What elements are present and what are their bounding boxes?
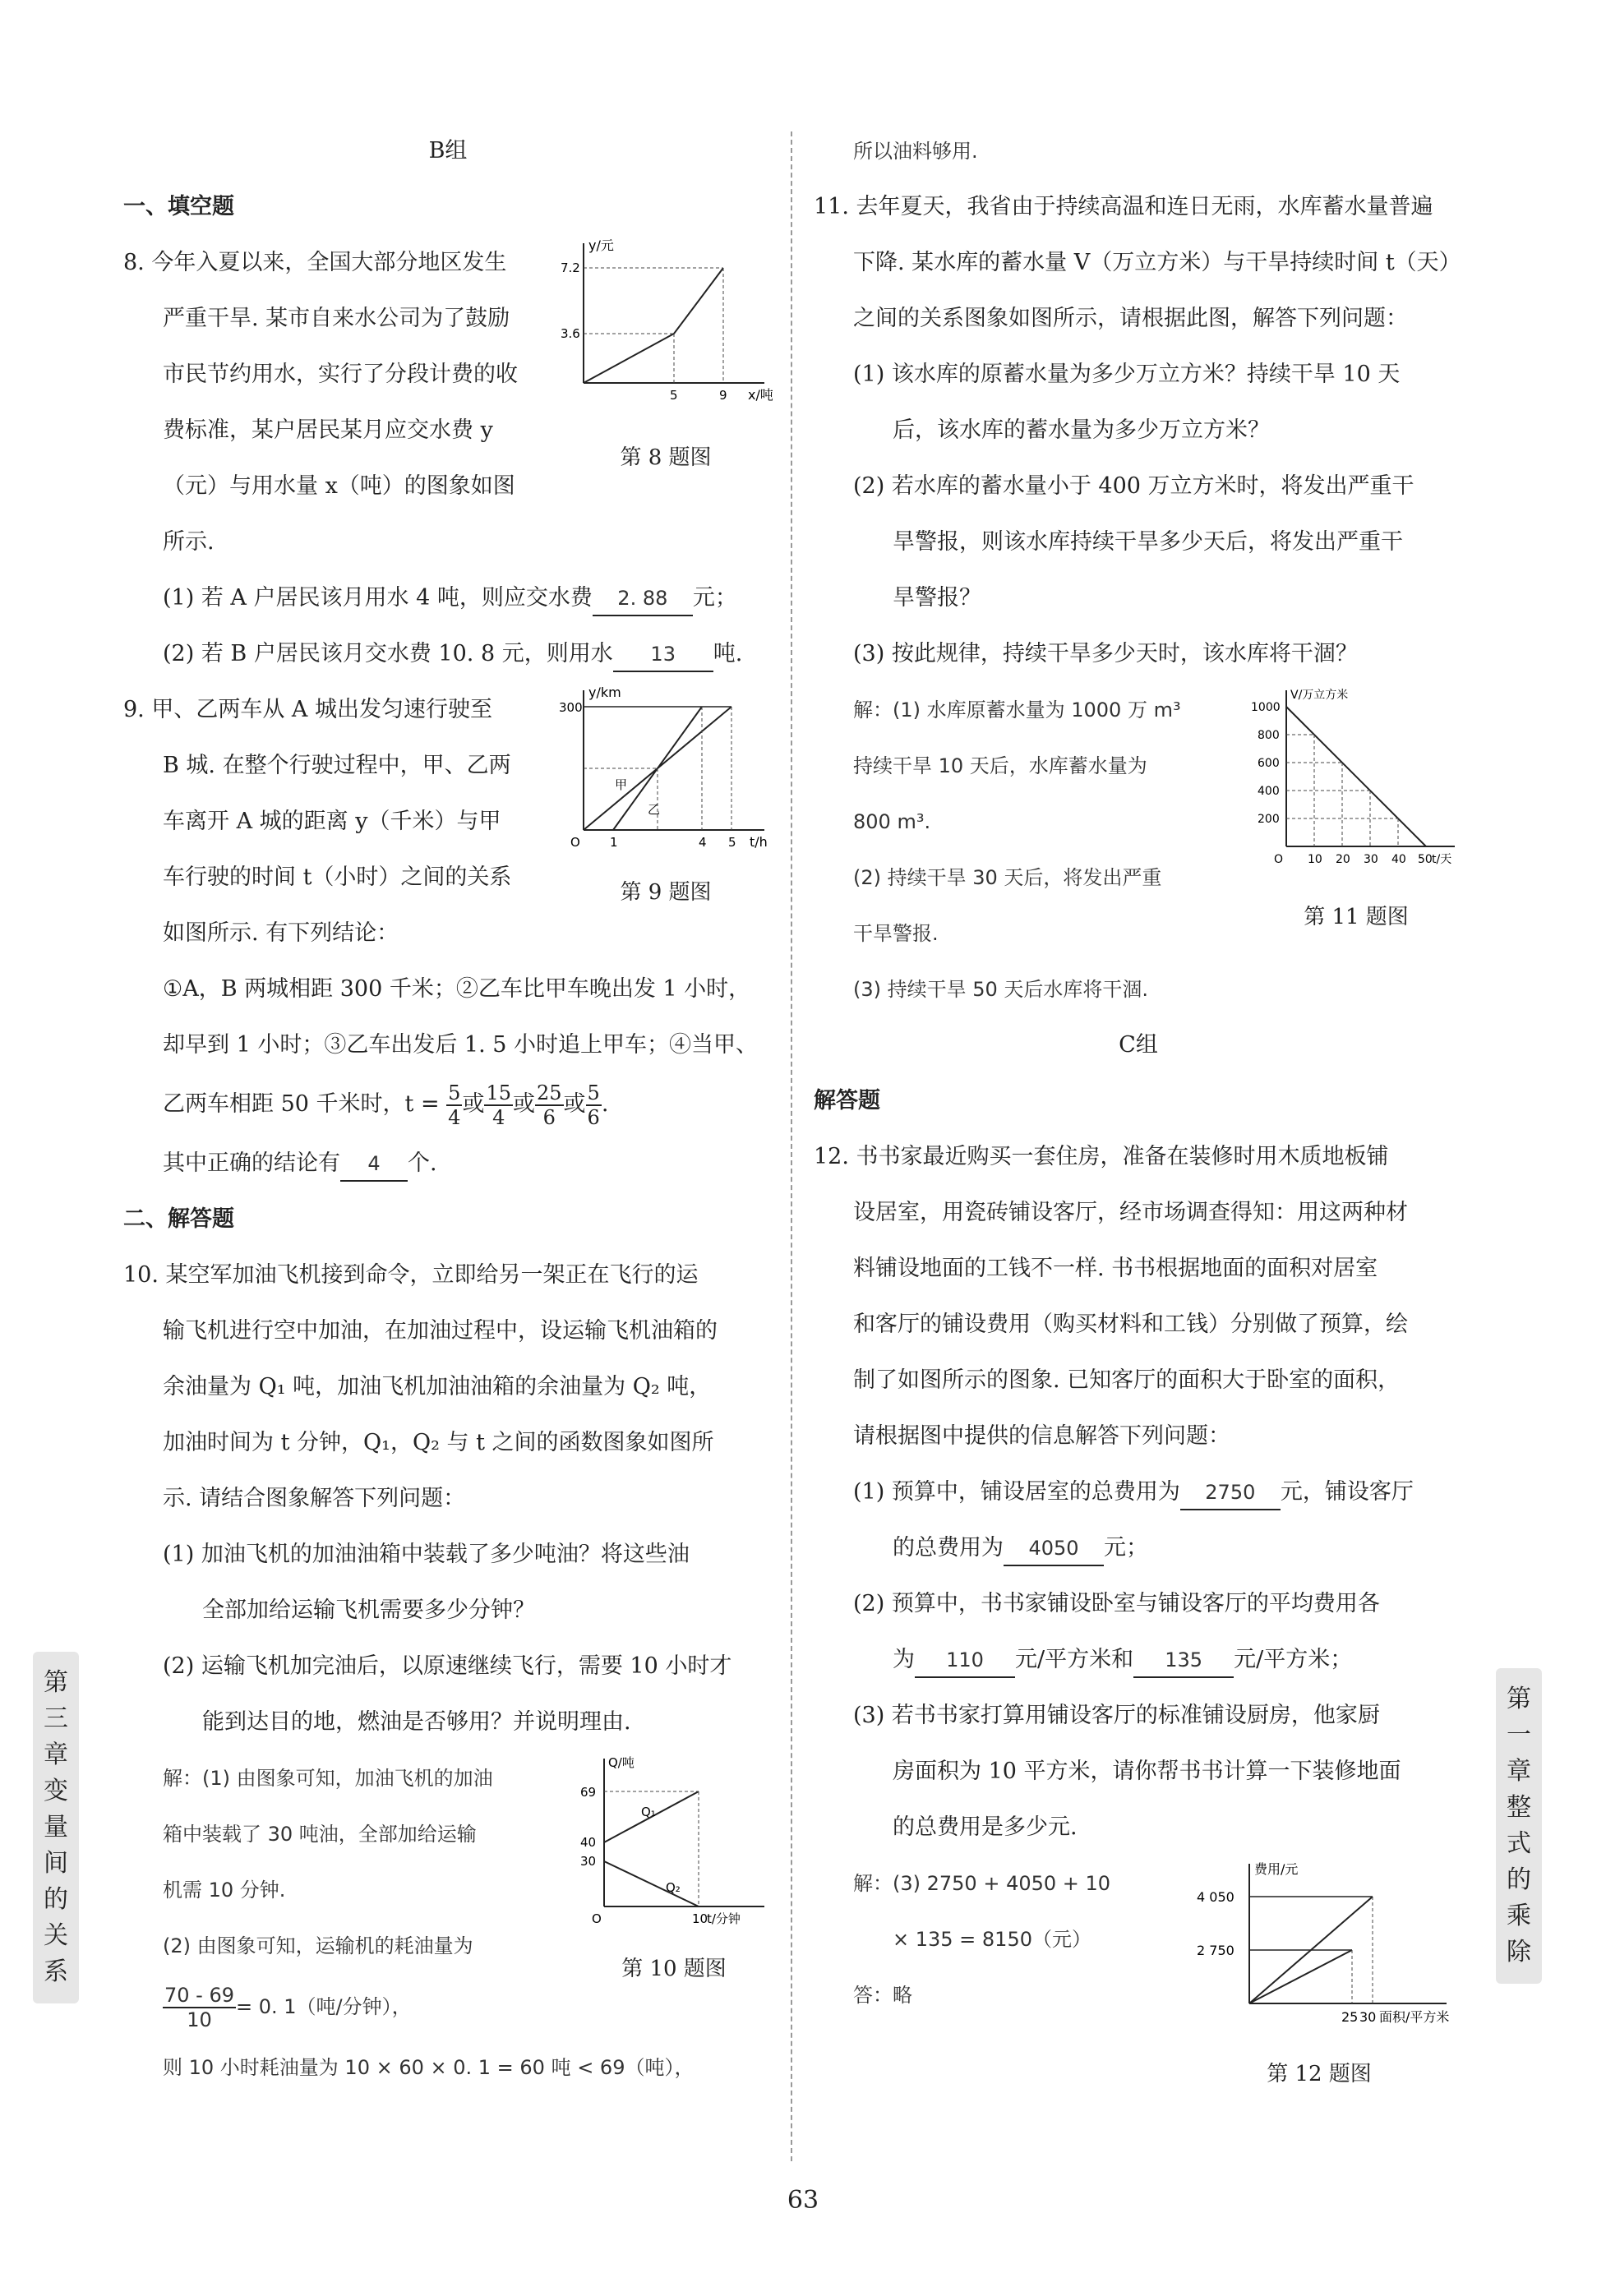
group-b-heading: B组 bbox=[428, 138, 468, 164]
fig11-xtick: 20 bbox=[1336, 853, 1350, 866]
q9-answer: 其中正确的结论有 4 个. bbox=[123, 1136, 773, 1192]
fraction: $\frac{5}{6}$ bbox=[587, 1081, 600, 1129]
fig9-y300: 300 bbox=[559, 700, 583, 715]
q12-line: 料铺设地面的工钱不一样. 书书根据地面的面积对居室 bbox=[853, 1256, 1378, 1281]
q9-conclusion: 乙两车相距 50 千米时，t = $\frac{5}{4}$ 或 $\frac{15}{4}$ 或 $\frac{25}{6}$ 或 $\frac{5}{6}$ . bbox=[163, 1081, 609, 1129]
group-c-heading: C组 bbox=[1119, 1032, 1158, 1058]
q11-part1: (1) 该水库的原蓄水量为多少万立方米？持续干旱 10 天 bbox=[853, 362, 1401, 387]
q11-solution: (3) 持续干旱 50 天后水库将干涸. bbox=[853, 978, 1149, 1001]
figure-8-graph bbox=[559, 235, 773, 420]
page-number: 63 bbox=[787, 2186, 819, 2215]
q10-solution: 解：(1) 由图象可知，加油飞机的加油 bbox=[163, 1767, 493, 1790]
fig10-q2: Q₂ bbox=[666, 1880, 681, 1895]
fig12-ylabel: 费用/元 bbox=[1254, 1861, 1299, 1877]
right-column bbox=[814, 123, 1463, 2091]
figure-10-graph bbox=[575, 1750, 773, 1931]
left-column bbox=[123, 123, 773, 2095]
fig8-y2: 7.2 bbox=[561, 260, 580, 275]
q8-line: 严重干旱. 某市自来水公司为了鼓励 bbox=[163, 306, 510, 331]
fig10-ylabel: Q/吨 bbox=[608, 1755, 635, 1770]
figure-11 bbox=[1249, 682, 1463, 934]
figure-12 bbox=[1184, 1856, 1455, 2091]
figure-11-caption: 第 11 题图 bbox=[1304, 905, 1409, 929]
question-12 bbox=[814, 1129, 1463, 2086]
q8-line: 费标准，某户居民某月应交水费 y bbox=[163, 417, 493, 443]
q12-solution: 解：(3) 2750 + 4050 + 10 bbox=[853, 1872, 1111, 1895]
fig11-ytick: 400 bbox=[1258, 785, 1280, 798]
chapter-tab-left: 第 三 章 变 量 间 的 关 系 bbox=[33, 1652, 79, 2003]
q11-solution: 持续干旱 10 天后，水库蓄水量为 bbox=[853, 754, 1147, 777]
fig12-x1: 25 bbox=[1341, 2009, 1359, 2025]
figure-10-caption: 第 10 题图 bbox=[621, 1957, 727, 1981]
fig10-origin: O bbox=[592, 1911, 602, 1926]
figure-12-graph bbox=[1184, 1856, 1455, 2036]
q11-solution: 800 m³. bbox=[853, 810, 931, 833]
q9-line: B 城. 在整个行驶过程中，甲、乙两 bbox=[163, 753, 511, 778]
q10-line: 加油时间为 t 分钟，Q₁，Q₂ 与 t 之间的函数图象如图所 bbox=[163, 1430, 714, 1455]
section-solve-c: 解答题 bbox=[814, 1088, 880, 1113]
q12-part3: 的总费用是多少元. bbox=[893, 1814, 1078, 1840]
q8-part1: (1) 若 A 户居民该月用水 4 吨，则应交水费 2. 88 元； bbox=[123, 570, 773, 626]
fig9-x1: 1 bbox=[610, 835, 618, 850]
figure-11-graph bbox=[1249, 682, 1463, 879]
answer-blank: 110 bbox=[915, 1644, 1015, 1678]
fig9-jia: 甲 bbox=[615, 777, 628, 792]
q12-part1: 的总费用为 4050 元； bbox=[814, 1520, 1463, 1576]
answer-blank: 2750 bbox=[1180, 1476, 1281, 1510]
q10-solution: 机需 10 分钟. bbox=[163, 1879, 286, 1902]
q11-part2: (2) 若水库的蓄水量小于 400 万立方米时，将发出严重干 bbox=[853, 473, 1414, 499]
q8-part2: (2) 若 B 户居民该月交水费 10. 8 元，则用水 13 吨. bbox=[123, 626, 773, 682]
q10-solution: (2) 由图象可知，运输机的耗油量为 bbox=[163, 1934, 473, 1957]
q11-part1: 后，该水库的蓄水量为多少万立方米？ bbox=[893, 417, 1270, 443]
fig8-xlabel: x/吨 bbox=[748, 387, 773, 403]
fig10-q1: Q₁ bbox=[641, 1805, 656, 1819]
answer-blank: 13 bbox=[613, 638, 713, 672]
q10-line: 示. 请结合图象解答下列问题： bbox=[163, 1486, 466, 1511]
q12-line: 设居室，用瓷砖铺设客厅，经市场调查得知：用这两种材 bbox=[853, 1200, 1408, 1225]
q9-line: 9. 甲、乙两车从 A 城出发匀速行驶至 bbox=[123, 697, 493, 722]
q11-line: 下降. 某水库的蓄水量 V（万立方米）与干旱持续时间 t（天） bbox=[853, 250, 1461, 275]
fraction: $\frac{5}{4}$ bbox=[448, 1081, 461, 1129]
q12-part3: (3) 若书书家打算用铺设客厅的标准铺设厨房，他家厨 bbox=[853, 1703, 1380, 1728]
q12-part2: 为 110 元/平方米和 135 元/平方米； bbox=[814, 1632, 1463, 1688]
question-8 bbox=[123, 235, 773, 682]
q10-line: 10. 某空军加油飞机接到命令，立即给另一架正在飞行的运 bbox=[123, 1262, 699, 1288]
q10-part2: 能到达目的地，燃油是否够用？并说明理由. bbox=[202, 1709, 631, 1735]
chapter-tab-right: 第 一 章 整 式 的 乘 除 bbox=[1496, 1668, 1542, 1984]
q12-part2: (2) 预算中，书书家铺设卧室与铺设客厅的平均费用各 bbox=[853, 1591, 1380, 1616]
section-fill-blank: 一、填空题 bbox=[123, 194, 234, 219]
q8-line: （元）与用水量 x（吨）的图象如图 bbox=[163, 473, 515, 499]
q12-part3: 房面积为 10 平方米，请你帮书书计算一下装修地面 bbox=[893, 1759, 1401, 1784]
figure-9-caption: 第 9 题图 bbox=[620, 880, 712, 905]
q12-solution: 答：略 bbox=[853, 1984, 912, 2007]
fig11-ytick: 600 bbox=[1258, 757, 1280, 770]
question-9 bbox=[123, 682, 773, 1192]
question-10 bbox=[123, 1247, 773, 2095]
figure-9-graph bbox=[559, 682, 773, 855]
q11-part2: 旱警报？ bbox=[893, 585, 981, 611]
figure-10 bbox=[575, 1750, 773, 1985]
q10-solution: $\frac{70 - 69}{10}$ = 0. 1（吨/分钟）， bbox=[164, 1984, 412, 2031]
fig12-x2: 30 bbox=[1359, 2009, 1377, 2025]
fig11-xtick: 50 bbox=[1418, 853, 1433, 866]
fig8-x2: 9 bbox=[719, 388, 727, 403]
q11-solution: 干旱警报. bbox=[853, 922, 939, 945]
q12-line: 和客厅的铺设费用（购买材料和工钱）分别做了预算，绘 bbox=[853, 1312, 1408, 1337]
q11-line: 11. 去年夏天，我省由于持续高温和连日无雨，水库蓄水量普遍 bbox=[814, 194, 1433, 219]
section-solve: 二、解答题 bbox=[123, 1206, 234, 1232]
fig8-ylabel: y/元 bbox=[588, 237, 614, 253]
fig10-y30: 30 bbox=[580, 1854, 597, 1869]
q10-line: 余油量为 Q₁ 吨，加油飞机加油油箱的余油量为 Q₂ 吨， bbox=[163, 1374, 712, 1399]
q9-line: 车离开 A 城的距离 y（千米）与甲 bbox=[163, 809, 501, 834]
figure-8 bbox=[559, 235, 773, 474]
q9-conclusion: 却早到 1 小时；③乙车出发后 1. 5 小时追上甲车；④当甲、 bbox=[163, 1032, 759, 1058]
fig10-y69: 69 bbox=[580, 1785, 597, 1800]
figure-8-caption: 第 8 题图 bbox=[620, 445, 712, 470]
q10-part1: (1) 加油飞机的加油油箱中装载了多少吨油？将这些油 bbox=[163, 1542, 690, 1567]
fig10-x10: 10 bbox=[692, 1911, 708, 1926]
fig10-xlabel: t/分钟 bbox=[707, 1911, 741, 1926]
q12-line: 制了如图所示的图象. 已知客厅的面积大于卧室的面积， bbox=[853, 1367, 1401, 1393]
q11-solution: 解：(1) 水库原蓄水量为 1000 万 m³ bbox=[853, 698, 1181, 722]
fig11-xtick: 30 bbox=[1364, 853, 1378, 866]
q11-part3: (3) 按此规律，持续干旱多少天时，该水库将干涸？ bbox=[853, 641, 1358, 666]
figure-9 bbox=[559, 682, 773, 909]
q8-line: 所示. bbox=[163, 529, 215, 555]
fig11-ytick: 800 bbox=[1258, 729, 1280, 742]
fig11-xlabel: t/天 bbox=[1432, 853, 1452, 866]
fraction: $\frac{15}{4}$ bbox=[486, 1081, 511, 1129]
fraction: $\frac{70 - 69}{10}$ bbox=[164, 1984, 234, 2031]
fraction: $\frac{25}{6}$ bbox=[537, 1081, 562, 1129]
q9-line: 车行驶的时间 t（小时）之间的关系 bbox=[163, 864, 512, 890]
fig11-xtick: 40 bbox=[1391, 853, 1406, 866]
q8-line: 8. 今年入夏以来，全国大部分地区发生 bbox=[123, 250, 507, 275]
q11-line: 之间的关系图象如图所示，请根据此图，解答下列问题： bbox=[853, 306, 1408, 331]
fig9-x4: 4 bbox=[699, 835, 707, 850]
fig8-y1: 3.6 bbox=[561, 326, 580, 341]
q12-solution: × 135 = 8150（元） bbox=[893, 1928, 1091, 1951]
fig12-y2: 2 750 bbox=[1197, 1943, 1234, 1958]
answer-blank: 2. 88 bbox=[593, 582, 693, 616]
fig12-y1: 4 050 bbox=[1197, 1889, 1234, 1905]
q8-line: 市民节约用水，实行了分段计费的收 bbox=[163, 362, 518, 387]
fig12-xlabel: 面积/平方米 bbox=[1379, 2009, 1450, 2025]
q10-line: 输飞机进行空中加油，在加油过程中，设运输飞机油箱的 bbox=[163, 1318, 718, 1344]
q12-line: 请根据图中提供的信息解答下列问题： bbox=[853, 1423, 1230, 1449]
fig9-x5: 5 bbox=[728, 835, 736, 850]
fig9-yi: 乙 bbox=[648, 802, 661, 817]
fig9-origin: O bbox=[570, 835, 580, 850]
figure-12-caption: 第 12 题图 bbox=[1267, 2062, 1372, 2086]
q10-solution: 则 10 小时耗油量为 10 × 60 × 0. 1 = 60 吨 < 69（吨）， bbox=[163, 2056, 695, 2079]
answer-blank: 4 bbox=[340, 1147, 408, 1182]
q10-part1: 全部加给运输飞机需要多少分钟？ bbox=[202, 1598, 535, 1623]
fig9-xlabel: t/h bbox=[750, 834, 768, 850]
answer-blank: 135 bbox=[1133, 1644, 1234, 1678]
fig9-ylabel: y/km bbox=[588, 685, 621, 700]
fig11-xtick: 10 bbox=[1308, 853, 1322, 866]
fig11-ytick: 1000 bbox=[1251, 701, 1281, 714]
fig11-ylabel: V/万立方米 bbox=[1290, 689, 1349, 702]
column-divider bbox=[791, 131, 792, 2161]
fig10-y40: 40 bbox=[580, 1835, 597, 1850]
q12-line: 12. 书书家最近购买一套住房，准备在装修时用木质地板铺 bbox=[814, 1144, 1389, 1169]
q10-solution: 箱中装载了 30 吨油，全部加给运输 bbox=[163, 1823, 477, 1846]
q10-part2: (2) 运输飞机加完油后，以原速继续飞行，需要 10 小时才 bbox=[163, 1653, 732, 1679]
q9-line: 如图所示. 有下列结论： bbox=[163, 920, 399, 946]
fig11-origin: O bbox=[1274, 853, 1284, 866]
answer-blank: 4050 bbox=[1004, 1532, 1104, 1566]
q11-solution: (2) 持续干旱 30 天后，将发出严重 bbox=[853, 866, 1162, 889]
q9-conclusion: ①A，B 两城相距 300 千米；②乙车比甲车晚出发 1 小时， bbox=[163, 976, 751, 1002]
question-11 bbox=[814, 179, 1463, 1017]
fig8-x1: 5 bbox=[670, 388, 678, 403]
q11-part2: 旱警报，则该水库持续干旱多少天后，将发出严重干 bbox=[893, 529, 1403, 555]
q12-part1: (1) 预算中，铺设居室的总费用为 2750 元，铺设客厅 bbox=[814, 1464, 1463, 1520]
fig11-ytick: 200 bbox=[1258, 813, 1280, 826]
q10-solution-conclusion: 所以油料够用. bbox=[853, 140, 978, 163]
